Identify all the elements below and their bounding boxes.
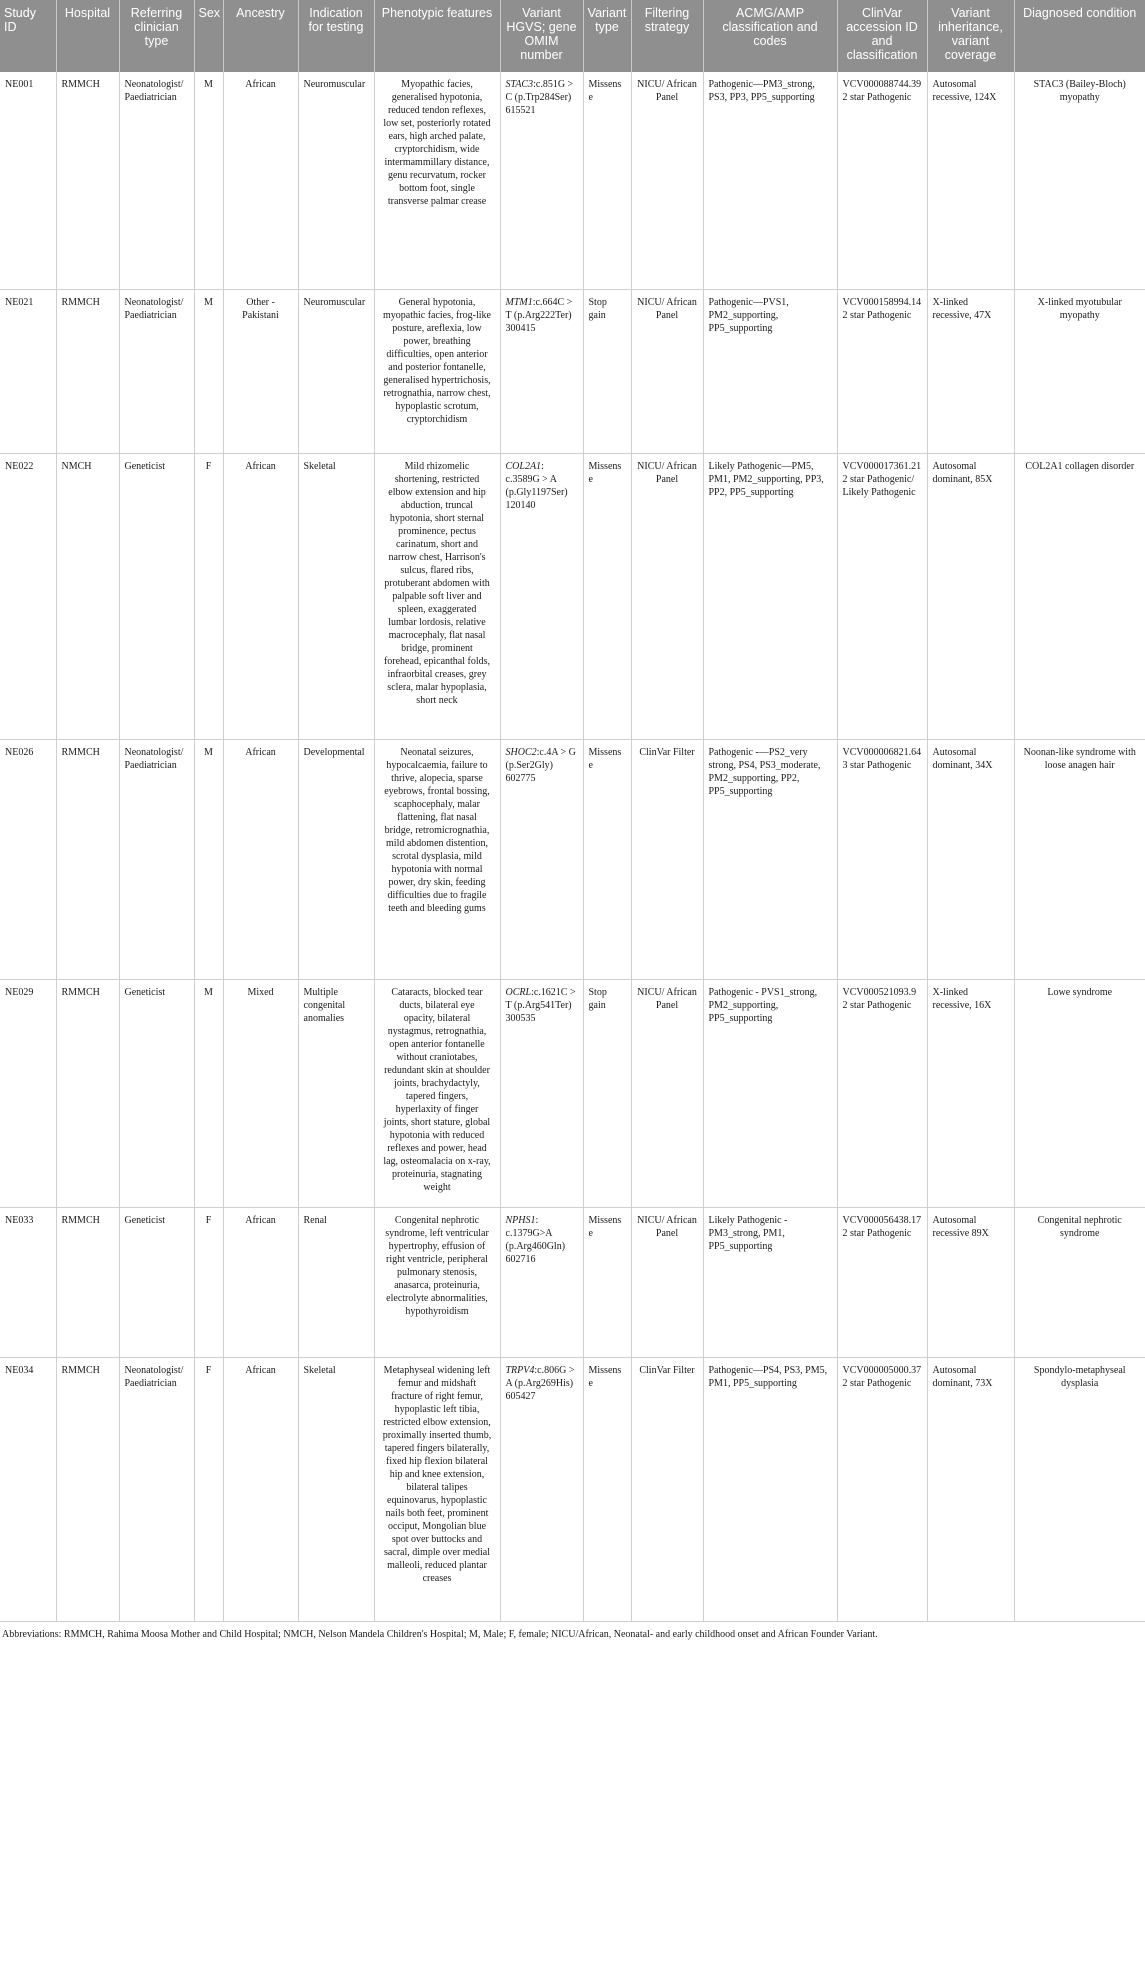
- cell-clinvar: VCV000088744.39 2 star Pathogenic: [837, 72, 927, 289]
- cell-sex: F: [194, 1357, 223, 1621]
- cell-ancestry: African: [223, 1207, 298, 1357]
- cell-study-id: NE029: [0, 979, 56, 1207]
- cell-clinvar: VCV000017361.21 2 star Pathogenic/ Likely Pathogenic: [837, 453, 927, 739]
- cell-sex: M: [194, 72, 223, 289]
- cell-clinician: Geneticist: [119, 1207, 194, 1357]
- cell-condition: Spondylo-metaphyseal dysplasia: [1014, 1357, 1145, 1621]
- cell-hospital: RMMCH: [56, 1207, 119, 1357]
- cell-acmg: Likely Pathogenic - PM3_strong, PM1, PP5_supporting: [703, 1207, 837, 1357]
- table-row: [0, 289, 1145, 453]
- cell-clinician: Geneticist: [119, 453, 194, 739]
- cell-phenotype: Neonatal seizures, hypocalcaemia, failure to thrive, alopecia, sparse eyebrows, frontal bossing, scaphocephaly, malar flattening, flat nasal bridge, retromicrognathia, mild abdomen distention, scrotal dysplasia, mild hypotonia with normal power, dry skin, feeding difficulties due to fragile teeth and bleeding gums: [374, 739, 500, 979]
- cell-inheritance: X-linked recessive, 47X: [927, 289, 1014, 453]
- cell-inheritance: Autosomal recessive 89X: [927, 1207, 1014, 1357]
- cell-hospital: RMMCH: [56, 979, 119, 1207]
- header-phenotypic-features: Phenotypic features: [374, 0, 500, 72]
- variant-hgvs: :c.664C > T (p.Arg222Ter) 300415: [505, 296, 573, 334]
- header-row: [0, 0, 1145, 72]
- cell-variant-type: Missense: [583, 1357, 631, 1621]
- cell-ancestry: African: [223, 453, 298, 739]
- cell-variant: [500, 72, 583, 289]
- cell-hospital: NMCH: [56, 453, 119, 739]
- cell-hospital: RMMCH: [56, 739, 119, 979]
- cell-ancestry: Mixed: [223, 979, 298, 1207]
- cell-ancestry: Other - Pakistani: [223, 289, 298, 453]
- header-inheritance: Variant inheritance, variant coverage: [927, 0, 1014, 72]
- cell-variant-type: Stop gain: [583, 979, 631, 1207]
- cell-clinvar: VCV000005000.37 2 star Pathogenic: [837, 1357, 927, 1621]
- header-sex: Sex: [194, 0, 223, 72]
- cell-sex: F: [194, 1207, 223, 1357]
- cell-filtering: ClinVar Filter: [631, 1357, 703, 1621]
- cell-variant-type: Stop gain: [583, 289, 631, 453]
- header-study-id: Study ID: [0, 0, 56, 72]
- cell-inheritance: Autosomal dominant, 73X: [927, 1357, 1014, 1621]
- cell-clinvar: VCV000158994.14 2 star Pathogenic: [837, 289, 927, 453]
- cell-clinician: Neonatologist/ Paediatrician: [119, 72, 194, 289]
- cell-clinician: Neonatologist/ Paediatrician: [119, 289, 194, 453]
- cell-indication: Neuromuscular: [298, 72, 374, 289]
- cell-study-id: NE033: [0, 1207, 56, 1357]
- variant-hgvs: :c.851G > C (p.Trp284Ser) 615521: [505, 79, 574, 117]
- cell-variant-type: Missense: [583, 453, 631, 739]
- cell-acmg: Pathogenic -—PS2_very strong, PS4, PS3_moderate, PM2_supporting, PP2, PP5_supporting: [703, 739, 837, 979]
- cell-condition: X-linked myotubular myopathy: [1014, 289, 1145, 453]
- cell-indication: Developmental: [298, 739, 374, 979]
- cell-variant-type: Missense: [583, 1207, 631, 1357]
- header-indication: Indication for testing: [298, 0, 374, 72]
- cell-variant: [500, 453, 583, 739]
- cell-acmg: Pathogenic—PVS1, PM2_supporting, PP5_supporting: [703, 289, 837, 453]
- table-row: [0, 72, 1145, 289]
- cell-study-id: NE001: [0, 72, 56, 289]
- gene-symbol: MTM1: [505, 296, 533, 308]
- cell-acmg: Likely Pathogenic—PM5, PM1, PM2_supporting, PP3, PP2, PP5_supporting: [703, 453, 837, 739]
- variant-hgvs: : c.1379G>A (p.Arg460Gln) 602716: [505, 1214, 566, 1265]
- cell-condition: COL2A1 collagen disorder: [1014, 453, 1145, 739]
- table-row: [0, 1357, 1145, 1621]
- cell-filtering: NICU/ African Panel: [631, 289, 703, 453]
- cell-filtering: NICU/ African Panel: [631, 979, 703, 1207]
- header-referring-clinician: Referring clinician type: [119, 0, 194, 72]
- cell-study-id: NE021: [0, 289, 56, 453]
- cell-inheritance: Autosomal dominant, 34X: [927, 739, 1014, 979]
- cell-variant: [500, 289, 583, 453]
- cell-indication: Skeletal: [298, 1357, 374, 1621]
- cell-filtering: NICU/ African Panel: [631, 1207, 703, 1357]
- cell-condition: Lowe syndrome: [1014, 979, 1145, 1207]
- header-clinvar: ClinVar accession ID and classification: [837, 0, 927, 72]
- variant-hgvs: : c.3589G > A (p.Gly1197Ser) 120140: [505, 460, 568, 511]
- cell-phenotype: Mild rhizomelic shortening, restricted elbow extension and hip abduction, truncal hypotonia, short sternal prominence, pectus carinatum, short and narrow chest, Harrison's sulcus, flared ribs, protuberant abdomen with palpable soft liver and spleen, exaggerated lumbar lordosis, relative macrocephaly, flat nasal bridge, prominent forehead, epicanthal folds, infraorbital creases, grey sclera, malar hypoplasia, short neck: [374, 453, 500, 739]
- cell-ancestry: African: [223, 1357, 298, 1621]
- cell-study-id: NE022: [0, 453, 56, 739]
- cell-condition: Noonan-like syndrome with loose anagen hair: [1014, 739, 1145, 979]
- header-filtering-strategy: Filtering strategy: [631, 0, 703, 72]
- cell-indication: Neuromuscular: [298, 289, 374, 453]
- cell-condition: Congenital nephrotic syndrome: [1014, 1207, 1145, 1357]
- cell-condition: STAC3 (Bailey-Bloch) myopathy: [1014, 72, 1145, 289]
- cell-hospital: RMMCH: [56, 289, 119, 453]
- header-ancestry: Ancestry: [223, 0, 298, 72]
- cell-phenotype: Cataracts, blocked tear ducts, bilateral eye opacity, bilateral nystagmus, retrognathia, open anterior fontanelle without craniotabes, redundant skin at shoulder joints, brachydactyly, tapered fingers, hyperlaxity of finger joints, short stature, global hypotonia with reduced reflexes and power, head lag, osteomalacia on x-ray, proteinuria, stagnating weight: [374, 979, 500, 1207]
- cell-sex: F: [194, 453, 223, 739]
- variant-hgvs: :c.1621C > T (p.Arg541Ter) 300535: [505, 986, 576, 1024]
- cell-inheritance: Autosomal dominant, 85X: [927, 453, 1014, 739]
- cell-hospital: RMMCH: [56, 72, 119, 289]
- header-hospital: Hospital: [56, 0, 119, 72]
- cell-phenotype: General hypotonia, myopathic facies, frog-like posture, areflexia, low power, breathing difficulties, open anterior and posterior fontanelle, generalised hypertrichosis, retrognathia, narrow chest, hypoplastic scrotum, cryptorchidism: [374, 289, 500, 453]
- table-row: [0, 1207, 1145, 1357]
- cell-inheritance: Autosomal recessive, 124X: [927, 72, 1014, 289]
- cell-acmg: Pathogenic—PM3_strong, PS3, PP3, PP5_supporting: [703, 72, 837, 289]
- variant-hgvs: :c.806G > A (p.Arg269His) 605427: [505, 1364, 575, 1402]
- cell-ancestry: African: [223, 739, 298, 979]
- table-row: [0, 453, 1145, 739]
- table-row: [0, 739, 1145, 979]
- cell-sex: M: [194, 979, 223, 1207]
- variant-hgvs: :c.4A > G (p.Ser2Gly) 602775: [505, 746, 576, 784]
- cell-filtering: NICU/ African Panel: [631, 453, 703, 739]
- cell-ancestry: African: [223, 72, 298, 289]
- cell-clinvar: VCV000006821.64 3 star Pathogenic: [837, 739, 927, 979]
- cell-variant-type: Missense: [583, 72, 631, 289]
- cell-sex: M: [194, 289, 223, 453]
- table-row: [0, 979, 1145, 1207]
- cell-clinician: Neonatologist/ Paediatrician: [119, 1357, 194, 1621]
- cell-filtering: NICU/ African Panel: [631, 72, 703, 289]
- header-variant-hgvs: Variant HGVS; gene OMIM number: [500, 0, 583, 72]
- cell-study-id: NE034: [0, 1357, 56, 1621]
- cell-variant: [500, 739, 583, 979]
- cell-indication: Skeletal: [298, 453, 374, 739]
- cell-study-id: NE026: [0, 739, 56, 979]
- gene-symbol: OCRL: [505, 986, 532, 998]
- cell-filtering: ClinVar Filter: [631, 739, 703, 979]
- cell-clinician: Neonatologist/ Paediatrician: [119, 739, 194, 979]
- header-acmg: ACMG/AMP classification and codes: [703, 0, 837, 72]
- header-diagnosed-condition: Diagnosed condition: [1014, 0, 1145, 72]
- gene-symbol: NPHS1: [505, 1214, 536, 1226]
- header-variant-type: Variant type: [583, 0, 631, 72]
- cell-phenotype: Metaphyseal widening left femur and midshaft fracture of right femur, hypoplastic left tibia, restricted elbow extension, proximally inserted thumb, tapered fingers bilaterally, fixed hip flexion bilateral hip and knee extension, bilateral talipes equinovarus, hypoplastic nails both feet, prominent occiput, Mongolian blue spot over buttocks and sacral, dimple over medial malleoli, reduced plantar creases: [374, 1357, 500, 1621]
- cell-variant: [500, 979, 583, 1207]
- table-footnote: Abbreviations: RMMCH, Rahima Moosa Mother and Child Hospital; NMCH, Nelson Mandela Children's Hospital; M, Male; F, female; NICU/African, Neonatal- and early childhood onset and African Founder Variant.: [2, 1628, 878, 1640]
- cell-hospital: RMMCH: [56, 1357, 119, 1621]
- gene-symbol: STAC3: [505, 79, 534, 90]
- cell-clinician: Geneticist: [119, 979, 194, 1207]
- cell-variant: [500, 1357, 583, 1621]
- cell-inheritance: X-linked recessive, 16X: [927, 979, 1014, 1207]
- cell-phenotype: Congenital nephrotic syndrome, left ventricular hypertrophy, effusion of right ventricle, peripheral pulmonary stenosis, anasarca, proteinuria, electrolyte abnormalities, hypothyroidism: [374, 1207, 500, 1357]
- cell-variant-type: Missense: [583, 739, 631, 979]
- cell-clinvar: VCV000056438.17 2 star Pathogenic: [837, 1207, 927, 1357]
- gene-symbol: COL2A1: [505, 460, 542, 472]
- gene-symbol: SHOC2: [505, 746, 537, 758]
- cell-indication: Multiple congenital anomalies: [298, 979, 374, 1207]
- cell-sex: M: [194, 739, 223, 979]
- cell-variant: [500, 1207, 583, 1357]
- cell-phenotype: Myopathic facies, generalised hypotonia, reduced tendon reflexes, low set, posteriorly rotated ears, high arched palate, cryptorchidism, wide intermammillary distance, genu recurvatum, rocker bottom foot, single transverse palmar crease: [374, 72, 500, 289]
- cell-acmg: Pathogenic - PVS1_strong, PM2_supporting, PP5_supporting: [703, 979, 837, 1207]
- cell-acmg: Pathogenic—PS4, PS3, PM5, PM1, PP5_supporting: [703, 1357, 837, 1621]
- gene-symbol: TRPV4: [505, 1364, 535, 1376]
- cell-clinvar: VCV000521093.9 2 star Pathogenic: [837, 979, 927, 1207]
- cell-indication: Renal: [298, 1207, 374, 1357]
